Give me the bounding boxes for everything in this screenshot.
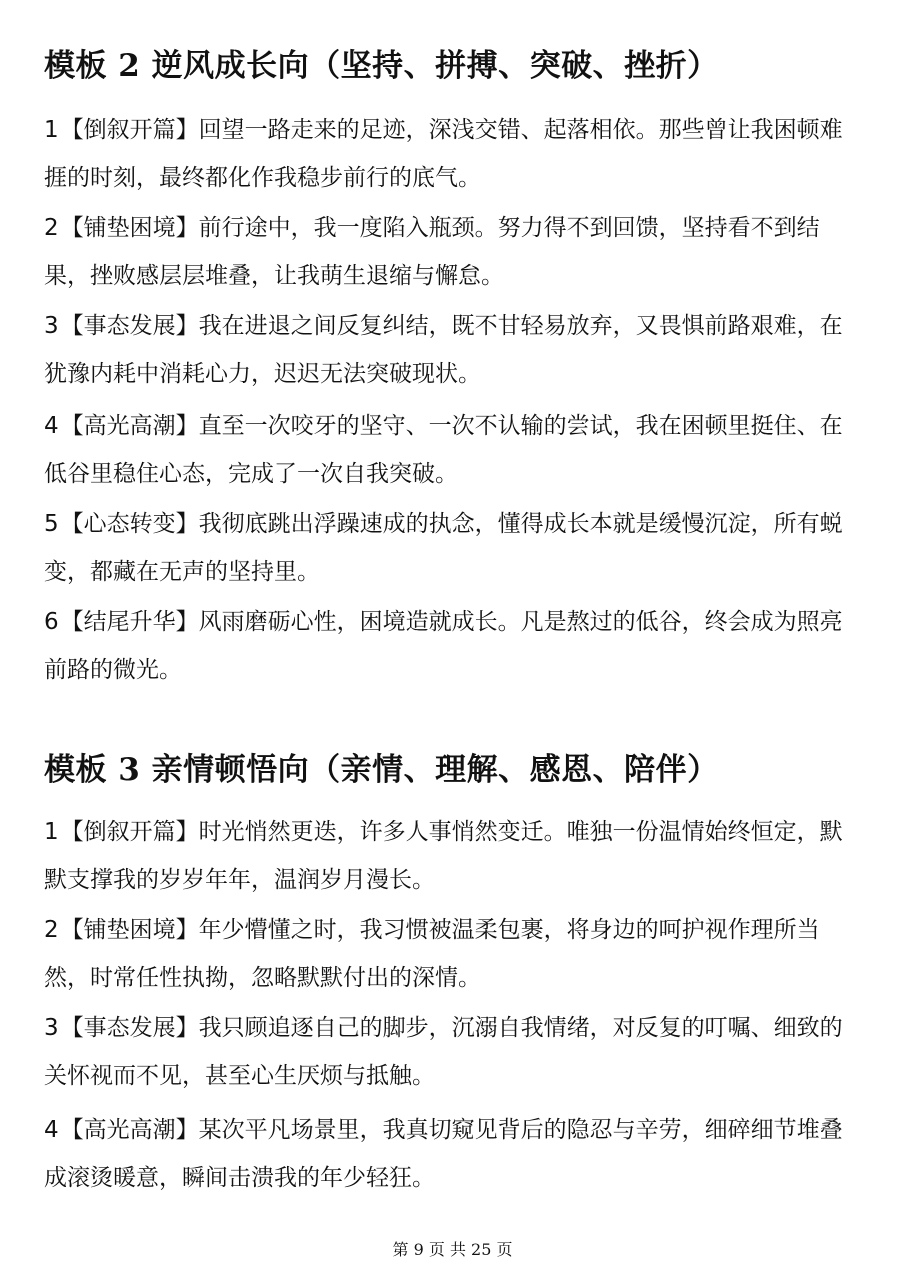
paragraph-tag: 【高光高潮】 <box>60 1117 199 1143</box>
paragraph-2-2 <box>44 204 864 300</box>
paragraph-number: 2 <box>44 215 59 241</box>
paragraph-number: 4 <box>44 413 59 439</box>
paragraph-text: 风雨磨砺心性，困境造就成长。凡是熬过的低谷，终会成为照亮前路的微光。 <box>44 609 843 683</box>
paragraph-tag: 【事态发展】 <box>60 1015 199 1041</box>
paragraph-text: 时光悄然更迭，许多人事悄然变迁。唯独一份温情始终恒定，默默支撑我的岁岁年年，温润岁月漫长。 <box>44 819 843 893</box>
paragraph-text: 直至一次咬牙的坚守、一次不认输的尝试，我在困顿里挺住、在低谷里稳住心态，完成了一次自我突破。 <box>44 413 843 487</box>
paragraph-2-5 <box>44 500 864 596</box>
paragraph-3-1 <box>44 808 864 904</box>
paragraph-tag: 【倒叙开篇】 <box>60 117 199 143</box>
paragraph-number: 4 <box>44 1117 59 1143</box>
paragraph-tag: 【铺垫困境】 <box>60 917 199 943</box>
paragraph-number: 1 <box>44 819 59 845</box>
paragraph-number: 5 <box>44 511 59 537</box>
paragraph-text: 年少懵懂之时，我习惯被温柔包裹，将身边的呵护视作理所当然，时常任性执拗，忽略默默付出的深情。 <box>44 917 820 991</box>
paragraph-number: 2 <box>44 917 59 943</box>
paragraph-tag: 【事态发展】 <box>60 313 199 339</box>
paragraph-3-2 <box>44 906 864 1002</box>
paragraph-number: 3 <box>44 313 59 339</box>
paragraph-2-6 <box>44 598 864 694</box>
paragraph-tag: 【倒叙开篇】 <box>60 819 199 845</box>
paragraph-number: 1 <box>44 117 59 143</box>
page-number-footer: 第 9 页 共 25 页 <box>392 1240 513 1259</box>
paragraph-text: 回望一路走来的足迹，深浅交错、起落相依。那些曾让我困顿难捱的时刻，最终都化作我稳步前行的底气。 <box>44 117 843 191</box>
paragraph-text: 某次平凡场景里，我真切窥见背后的隐忍与辛劳，细碎细节堆叠成滚烫暖意，瞬间击溃我的年少轻狂。 <box>44 1117 843 1191</box>
paragraph-tag: 【心态转变】 <box>60 511 199 537</box>
paragraph-tag: 【铺垫困境】 <box>60 215 199 241</box>
paragraph-2-1 <box>44 106 864 202</box>
paragraph-number: 3 <box>44 1015 59 1041</box>
paragraph-2-3 <box>44 302 864 398</box>
paragraph-2-4 <box>44 402 864 498</box>
section-title-template-2: 模板 2 逆风成长向（坚持、拼搏、突破、挫折） <box>44 48 719 84</box>
paragraph-3-4 <box>44 1106 864 1202</box>
paragraph-text: 前行途中，我一度陷入瓶颈。努力得不到回馈，坚持看不到结果，挫败感层层堆叠，让我萌生退缩与懈怠。 <box>44 215 820 289</box>
paragraph-tag: 【结尾升华】 <box>60 609 199 635</box>
paragraph-3-3 <box>44 1004 864 1100</box>
paragraph-number: 6 <box>44 609 59 635</box>
section-title-template-3: 模板 3 亲情顿悟向（亲情、理解、感恩、陪伴） <box>44 752 719 788</box>
paragraph-tag: 【高光高潮】 <box>60 413 199 439</box>
paragraph-text: 我在进退之间反复纠结，既不甘轻易放弃，又畏惧前路艰难，在犹豫内耗中消耗心力，迟迟无法突破现状。 <box>44 313 843 387</box>
paragraph-text: 我只顾追逐自己的脚步，沉溺自我情绪，对反复的叮嘱、细致的关怀视而不见，甚至心生厌烦与抵触。 <box>44 1015 843 1089</box>
paragraph-text: 我彻底跳出浮躁速成的执念，懂得成长本就是缓慢沉淀，所有蜕变，都藏在无声的坚持里。 <box>44 511 843 585</box>
